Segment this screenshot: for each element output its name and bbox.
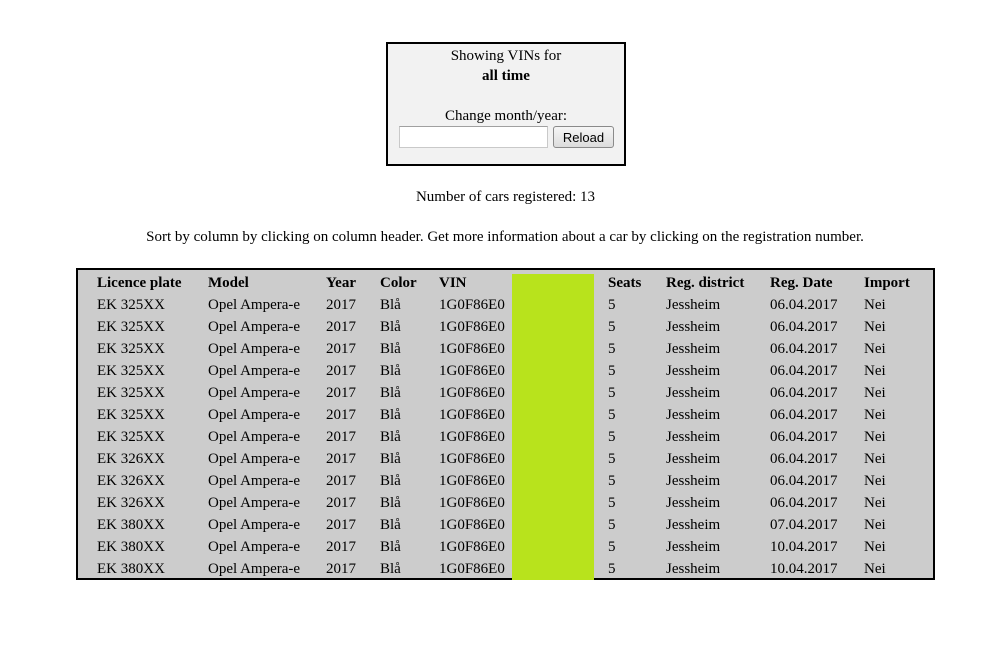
seats-cell: 5: [608, 296, 616, 313]
column-header-date[interactable]: Reg. Date: [770, 274, 833, 291]
district-cell: Jessheim: [666, 406, 721, 423]
import-cell: Nei: [864, 384, 886, 401]
seats-cell: 5: [608, 340, 616, 357]
model-cell: Opel Ampera-e: [208, 318, 301, 335]
registered-count: Number of cars registered: 13: [415, 189, 596, 205]
reload-button[interactable]: Reload: [553, 126, 614, 148]
registration-number-link[interactable]: EK 325XX: [97, 362, 165, 379]
seats-cell: 5: [608, 384, 616, 401]
district-cell: Jessheim: [666, 538, 721, 555]
color-cell: Blå: [380, 340, 401, 357]
import-cell: Nei: [864, 494, 886, 511]
district-cell: Jessheim: [666, 428, 721, 445]
table-row: [97, 470, 924, 492]
seats-cell: 5: [608, 560, 616, 577]
year-cell: 2017: [326, 428, 356, 445]
reg-date-cell: 10.04.2017: [770, 560, 838, 577]
reg-date-cell: 06.04.2017: [770, 340, 838, 357]
registration-number-link[interactable]: EK 325XX: [97, 384, 165, 401]
sort-hint: Sort by column by clicking on column header. Get more information about a car by clicking on the registration number.: [146, 229, 864, 245]
year-cell: 2017: [326, 340, 356, 357]
vin-text: 1G0F86E0: [439, 494, 505, 511]
import-cell: Nei: [864, 296, 886, 313]
import-cell: Nei: [864, 340, 886, 357]
month-year-input[interactable]: [399, 126, 548, 148]
model-cell: Opel Ampera-e: [208, 428, 301, 445]
vin-table-panel: [76, 268, 935, 580]
column-header-color[interactable]: Color: [380, 274, 417, 291]
model-cell: Opel Ampera-e: [208, 362, 301, 379]
registration-number-link[interactable]: EK 325XX: [97, 406, 165, 423]
seats-cell: 5: [608, 362, 616, 379]
color-cell: Blå: [380, 428, 401, 445]
district-cell: Jessheim: [666, 340, 721, 357]
reg-date-cell: 06.04.2017: [770, 384, 838, 401]
filter-panel: [386, 42, 626, 166]
model-cell: Opel Ampera-e: [208, 516, 301, 533]
year-cell: 2017: [326, 516, 356, 533]
district-cell: Jessheim: [666, 560, 721, 577]
year-cell: 2017: [326, 362, 356, 379]
model-cell: Opel Ampera-e: [208, 340, 301, 357]
registration-number-link[interactable]: EK 380XX: [97, 516, 165, 533]
showing-label: Showing VINs for: [450, 48, 562, 64]
table-row: [97, 426, 924, 448]
district-cell: Jessheim: [666, 296, 721, 313]
color-cell: Blå: [380, 538, 401, 555]
model-cell: Opel Ampera-e: [208, 538, 301, 555]
import-cell: Nei: [864, 472, 886, 489]
model-cell: Opel Ampera-e: [208, 472, 301, 489]
district-cell: Jessheim: [666, 384, 721, 401]
vin-redaction-block: [512, 274, 594, 580]
registration-number-link[interactable]: EK 326XX: [97, 450, 165, 467]
model-cell: Opel Ampera-e: [208, 384, 301, 401]
year-cell: 2017: [326, 450, 356, 467]
color-cell: Blå: [380, 296, 401, 313]
year-cell: 2017: [326, 384, 356, 401]
color-cell: Blå: [380, 472, 401, 489]
reg-date-cell: 06.04.2017: [770, 296, 838, 313]
seats-cell: 5: [608, 450, 616, 467]
vin-table: [97, 272, 924, 580]
year-cell: 2017: [326, 472, 356, 489]
seats-cell: 5: [608, 516, 616, 533]
district-cell: Jessheim: [666, 516, 721, 533]
vin-text: 1G0F86E0: [439, 406, 505, 423]
vin-text: 1G0F86E0: [439, 450, 505, 467]
year-cell: 2017: [326, 406, 356, 423]
column-header-vin[interactable]: VIN: [439, 274, 467, 291]
reg-date-cell: 10.04.2017: [770, 538, 838, 555]
vin-text: 1G0F86E0: [439, 538, 505, 555]
reg-date-cell: 07.04.2017: [770, 516, 838, 533]
color-cell: Blå: [380, 450, 401, 467]
district-cell: Jessheim: [666, 362, 721, 379]
year-cell: 2017: [326, 538, 356, 555]
vin-text: 1G0F86E0: [439, 362, 505, 379]
seats-cell: 5: [608, 428, 616, 445]
table-row: [97, 360, 924, 382]
vin-text: 1G0F86E0: [439, 384, 505, 401]
color-cell: Blå: [380, 560, 401, 577]
district-cell: Jessheim: [666, 318, 721, 335]
district-cell: Jessheim: [666, 450, 721, 467]
column-header-plate[interactable]: Licence plate: [97, 274, 182, 291]
year-cell: 2017: [326, 296, 356, 313]
import-cell: Nei: [864, 318, 886, 335]
registration-number-link[interactable]: EK 325XX: [97, 318, 165, 335]
column-header-seats[interactable]: Seats: [608, 274, 642, 291]
import-cell: Nei: [864, 450, 886, 467]
seats-cell: 5: [608, 494, 616, 511]
table-row: [97, 382, 924, 404]
vin-text: 1G0F86E0: [439, 340, 505, 357]
year-cell: 2017: [326, 560, 356, 577]
district-cell: Jessheim: [666, 472, 721, 489]
table-row: [97, 294, 924, 316]
district-cell: Jessheim: [666, 494, 721, 511]
model-cell: Opel Ampera-e: [208, 406, 301, 423]
color-cell: Blå: [380, 516, 401, 533]
model-cell: Opel Ampera-e: [208, 296, 301, 313]
reg-date-cell: 06.04.2017: [770, 318, 838, 335]
column-header-model[interactable]: Model: [208, 274, 249, 291]
import-cell: Nei: [864, 362, 886, 379]
table-row: [97, 338, 924, 360]
reg-date-cell: 06.04.2017: [770, 428, 838, 445]
color-cell: Blå: [380, 384, 401, 401]
table-row: [97, 536, 924, 558]
seats-cell: 5: [608, 472, 616, 489]
reg-date-cell: 06.04.2017: [770, 494, 838, 511]
import-cell: Nei: [864, 538, 886, 555]
vin-text: 1G0F86E0: [439, 516, 505, 533]
year-cell: 2017: [326, 494, 356, 511]
column-header-year[interactable]: Year: [326, 274, 356, 291]
table-row: [97, 514, 924, 536]
table-row: [97, 492, 924, 514]
table-row: [97, 558, 924, 580]
table-body: [97, 294, 924, 580]
reg-date-cell: 06.04.2017: [770, 406, 838, 423]
color-cell: Blå: [380, 494, 401, 511]
table-row: [97, 448, 924, 470]
registration-number-link[interactable]: EK 325XX: [97, 340, 165, 357]
import-cell: Nei: [864, 406, 886, 423]
column-header-import[interactable]: Import: [864, 274, 910, 291]
vin-text: 1G0F86E0: [439, 428, 505, 445]
vin-text: 1G0F86E0: [439, 472, 505, 489]
seats-cell: 5: [608, 406, 616, 423]
table-row: [97, 404, 924, 426]
period-value: all time: [482, 68, 530, 84]
vin-text: 1G0F86E0: [439, 318, 505, 335]
table-row: [97, 316, 924, 338]
color-cell: Blå: [380, 318, 401, 335]
column-header-district[interactable]: Reg. district: [666, 274, 745, 291]
import-cell: Nei: [864, 516, 886, 533]
vin-text: 1G0F86E0: [439, 296, 505, 313]
registration-number-link[interactable]: EK 325XX: [97, 428, 165, 445]
reg-date-cell: 06.04.2017: [770, 362, 838, 379]
color-cell: Blå: [380, 406, 401, 423]
registration-number-link[interactable]: EK 380XX: [97, 538, 165, 555]
import-cell: Nei: [864, 428, 886, 445]
import-cell: Nei: [864, 560, 886, 577]
registration-number-link[interactable]: EK 326XX: [97, 494, 165, 511]
model-cell: Opel Ampera-e: [208, 450, 301, 467]
reg-date-cell: 06.04.2017: [770, 450, 838, 467]
model-cell: Opel Ampera-e: [208, 560, 301, 577]
registration-number-link[interactable]: EK 380XX: [97, 560, 165, 577]
registration-number-link[interactable]: EK 325XX: [97, 296, 165, 313]
year-cell: 2017: [326, 318, 356, 335]
table-header-row: [97, 272, 924, 294]
model-cell: Opel Ampera-e: [208, 494, 301, 511]
seats-cell: 5: [608, 538, 616, 555]
reg-date-cell: 06.04.2017: [770, 472, 838, 489]
seats-cell: 5: [608, 318, 616, 335]
vin-text: 1G0F86E0: [439, 560, 505, 577]
color-cell: Blå: [380, 362, 401, 379]
change-period-label: Change month/year:: [444, 108, 568, 124]
registration-number-link[interactable]: EK 326XX: [97, 472, 165, 489]
